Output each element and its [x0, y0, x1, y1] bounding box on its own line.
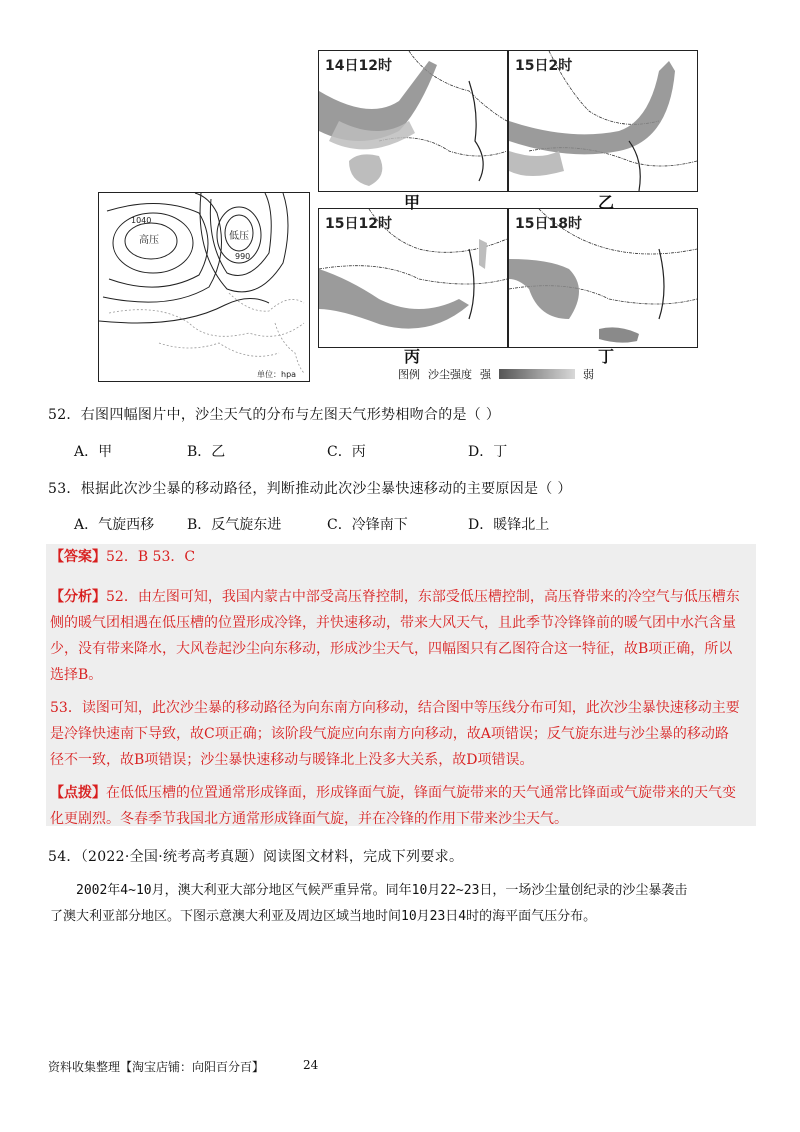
panel-ding-time: 15日18时 — [515, 216, 582, 232]
q54-material-line-1: 了澳大利亚部分地区。下图示意澳大利亚及周边区域当地时间10月23日4时的海平面气压分布。 — [50, 909, 597, 924]
panel-bing-time: 15日12时 — [325, 216, 392, 232]
tip-tag: 【点拨】 — [50, 785, 106, 801]
answer-text: 52．B 53．C — [106, 549, 196, 565]
q53-option-b: B．反气旋东进 — [187, 517, 282, 533]
q53-option-c: C．冷锋南下 — [327, 517, 408, 533]
unit-label: 单位：hpa — [257, 370, 297, 379]
analysis-line-0 — [50, 584, 756, 610]
analysis-line-3: 选择B。 — [50, 667, 103, 683]
panel-label-yi: 乙 — [598, 193, 615, 212]
analysis53-line-1: 是冷锋快速南下导致，故C项正确；该阶段气旋应向东南方向移动，故A项错误；反气旋东进与沙尘暴的移动路 — [50, 726, 729, 742]
tip-line-1: 化更剧烈。冬春季节我国北方通常形成锋面气旋，并在冷锋的作用下带来沙尘天气。 — [50, 811, 568, 827]
legend-gradient — [499, 369, 575, 379]
panel-yi-time: 15日2时 — [515, 58, 573, 74]
legend-title: 图例 — [398, 368, 420, 381]
high-pressure-label: 高压 — [139, 235, 159, 246]
page-number: 24 — [303, 1058, 319, 1072]
isobar-map-graphic — [99, 193, 309, 381]
panel-label-jia: 甲 — [404, 193, 421, 212]
panel-jia — [318, 50, 508, 192]
q53-option-d: D．暖锋北上 — [468, 517, 550, 533]
answer-line — [50, 544, 756, 570]
panel-label-bing: 丙 — [404, 347, 421, 366]
q54-stem: 54．（2022·全国·统考高考真题）阅读图文材料，完成下列要求。 — [48, 849, 464, 865]
legend-strong: 强 — [480, 368, 491, 381]
isobar-map — [98, 192, 310, 382]
footer-source: 资料收集整理【淘宝店铺：向阳百分百】 — [48, 1060, 265, 1074]
analysis-line-1: 侧的暖气团相遇在低压槽的位置形成冷锋，并快速移动，带来大风天气，且此季节冷锋锋前的暖气团中水汽含量 — [50, 615, 736, 631]
panel-jia-time: 14日12时 — [325, 58, 392, 74]
analysis-text-0: 52．由左图可知，我国内蒙古中部受高压脊控制，东部受低压槽控制，高压脊带来的冷空气与低压槽东 — [106, 589, 740, 605]
q52-option-c: C．丙 — [327, 444, 366, 460]
isobar-1040-label: 1040 — [131, 216, 152, 225]
panel-yi — [508, 50, 698, 192]
q52-option-a: A．甲 — [74, 444, 113, 460]
answer-tag: 【答案】 — [50, 549, 106, 565]
low-pressure-label: 低压 — [229, 231, 249, 242]
analysis53-line-0: 53．读图可知，此次沙尘暴的移动路径为向东南方向移动，结合图中等压线分布可知，此次沙尘暴快速移动主要 — [50, 700, 740, 716]
legend — [398, 366, 594, 382]
analysis53-line-2: 径不一致，故B项错误；沙尘暴快速移动与暖锋北上没多大关系，故D项错误。 — [50, 752, 534, 768]
q53-stem: 53．根据此次沙尘暴的移动路径，判断推动此次沙尘暴快速移动的主要原因是（ ） — [48, 481, 572, 497]
tip-line-0 — [50, 780, 756, 806]
q52-stem: 52．右图四幅图片中，沙尘天气的分布与左图天气形势相吻合的是（ ） — [48, 407, 501, 423]
legend-weak: 弱 — [583, 368, 594, 381]
panel-ding — [508, 208, 698, 348]
legend-name: 沙尘强度 — [428, 368, 472, 381]
panel-bing — [318, 208, 508, 348]
analysis-line-2: 少，没有带来降水，大风卷起沙尘向东移动，形成沙尘天气，四幅图只有乙图符合这一特征，故B项正确，所以 — [50, 641, 733, 657]
q54-material-line-0: 2002年4~10月，澳大利亚大部分地区气候严重异常。同年10月22~23日，一场沙尘量创纪录的沙尘暴袭击 — [76, 883, 688, 898]
q53-option-a: A．气旋西移 — [74, 517, 155, 533]
q52-option-d: D．丁 — [468, 444, 508, 460]
q52-option-b: B．乙 — [187, 444, 226, 460]
isobar-990-label: 990 — [235, 252, 251, 261]
analysis-tag: 【分析】 — [50, 589, 106, 605]
panel-label-ding: 丁 — [598, 347, 615, 366]
tip-text-0: 在低低压槽的位置通常形成锋面，形成锋面气旋，锋面气旋带来的天气通常比锋面或气旋带来的天气变 — [106, 785, 736, 801]
